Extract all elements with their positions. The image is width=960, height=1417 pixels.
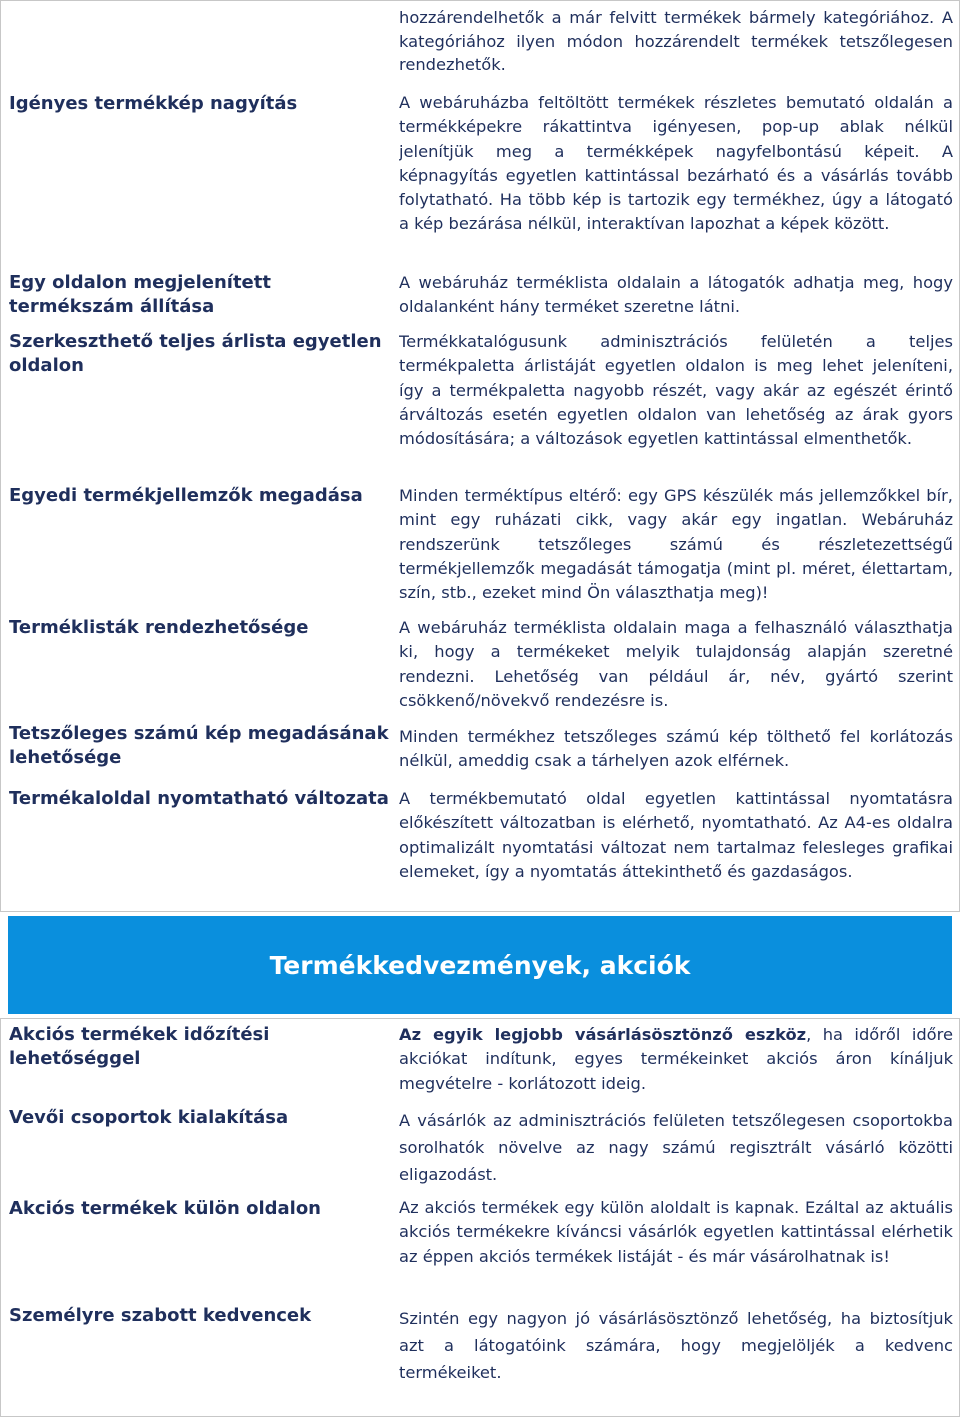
- row-5-label: Terméklisták rendezhetősége: [9, 617, 309, 638]
- row-1-description: A webáruházba feltöltött termékek részletes bemutató oldalán a termékképekre rákattintva igényesen, pop-up ablak nélkül jelenítjük meg a termékképek nagyfelbontású képeit. A képnagyítás egyetlen kattintással bezárható és a vásárlás tovább folytatható. Ha több kép is tartozik egy termékhez, úgy a látogató a kép bezárása nélkül, interaktívan lapozhat a képek között.: [399, 93, 953, 234]
- row-9-description: A vásárlók az adminisztrációs felületen tetszőlegesen csoportokba sorolhatók növelve az nagy számú regisztrált vásárló közötti eligazodást.: [399, 1111, 953, 1184]
- row-7-description: A termékbemutató oldal egyetlen kattintással nyomtatásra előkészített változatban is elérhető, nyomtatható. Az A4-es oldalra optimalizált nyomtatási változat nem tartalmaz felesleges grafikai elemeket, így a nyomtatás áttekinthető és gazdaságos.: [399, 789, 953, 881]
- row-5-description: A webáruház terméklista oldalain maga a felhasználó választhatja ki, hogy a termékeket melyik tulajdonság alapján szeretné rendezni. Lehetőség van például ár, név, gyártó szerint csökkenő/növekvő rendezésre is.: [399, 618, 953, 710]
- section-banner-title: Termékkedvezmények, akciók: [8, 916, 952, 1014]
- row-2-label: Egy oldalon megjelenített termékszám állítása: [9, 272, 271, 317]
- row-11-label: Személyre szabott kedvencek: [9, 1305, 312, 1326]
- row-7-label: Termékaloldal nyomtatható változata: [9, 788, 389, 809]
- row-11-description: Szintén egy nagyon jó vásárlásösztönző lehetőség, ha biztosítjuk azt a látogatóink számára, hogy megjelöljék a kedvenc termékeiket.: [399, 1309, 953, 1382]
- row-10-description: Az akciós termékek egy külön aloldalt is kapnak. Ezáltal az aktuális akciós termékekre kíváncsi vásárlók egyetlen kattintással elérhetik az éppen akciós termékek listáját - és már vásárolhatnak is!: [399, 1198, 953, 1266]
- row-1-label: Igényes termékkép nagyítás: [9, 93, 298, 114]
- row-6-label: Tetszőleges számú kép megadásának lehetősége: [9, 723, 389, 768]
- row-2-description: A webáruház terméklista oldalain a látogatók adhatja meg, hogy oldalanként hány terméket szeretne látni.: [399, 273, 953, 317]
- row-3-label: Szerkeszthető teljes árlista egyetlen oldalon: [9, 331, 382, 376]
- row-0-description: hozzárendelhetők a már felvitt termékek bármely kategóriához. A kategóriához ilyen módon hozzárendelt termékek tetszőlegesen rendezhetők.: [399, 8, 953, 74]
- row-8-description-rest: , ha időről időre akciókat indítunk, egyes termékeinket akciós áron kínáljuk megvételre - korlátozott ideig.: [399, 1025, 953, 1093]
- row-4-description: Minden terméktípus eltérő: egy GPS készülék más jellemzőkkel bír, mint egy ruházati cikk, vagy akár egy ingatlan. Webáruház rendszerünk tetszőleges számú és részletezettségű termékjellemzők megadását támogatja (mint pl. méret, élettartam, szín, stb., ezeket mind Ön választhatja meg)!: [399, 486, 953, 603]
- row-3-description: Termékkatalógusunk adminisztrációs felületén a teljes termékpaletta árlistáját egyetlen oldalon is meg lehet jeleníteni, így a termékpaletta nagyobb részét, vagy akár az egészét érintő árváltozás esetén egyetlen oldalon van lehetőség az árak gyors módosítására; a változások egyetlen kattintással elmenthetők.: [399, 332, 953, 449]
- row-8-description: [399, 1023, 953, 1099]
- row-4-label: Egyedi termékjellemzők megadása: [9, 485, 363, 506]
- row-8-label: Akciós termékek időzítési lehetőséggel: [9, 1024, 270, 1069]
- row-8-description-emphasis: Az egyik legjobb vásárlásösztönző eszköz: [399, 1025, 807, 1044]
- row-10-label: Akciós termékek külön oldalon: [9, 1198, 321, 1219]
- row-6-description: Minden termékhez tetszőleges számú kép tölthető fel korlátozás nélkül, ameddig csak a tárhelyen azok elférnek.: [399, 727, 953, 771]
- row-9-label: Vevői csoportok kialakítása: [9, 1107, 289, 1128]
